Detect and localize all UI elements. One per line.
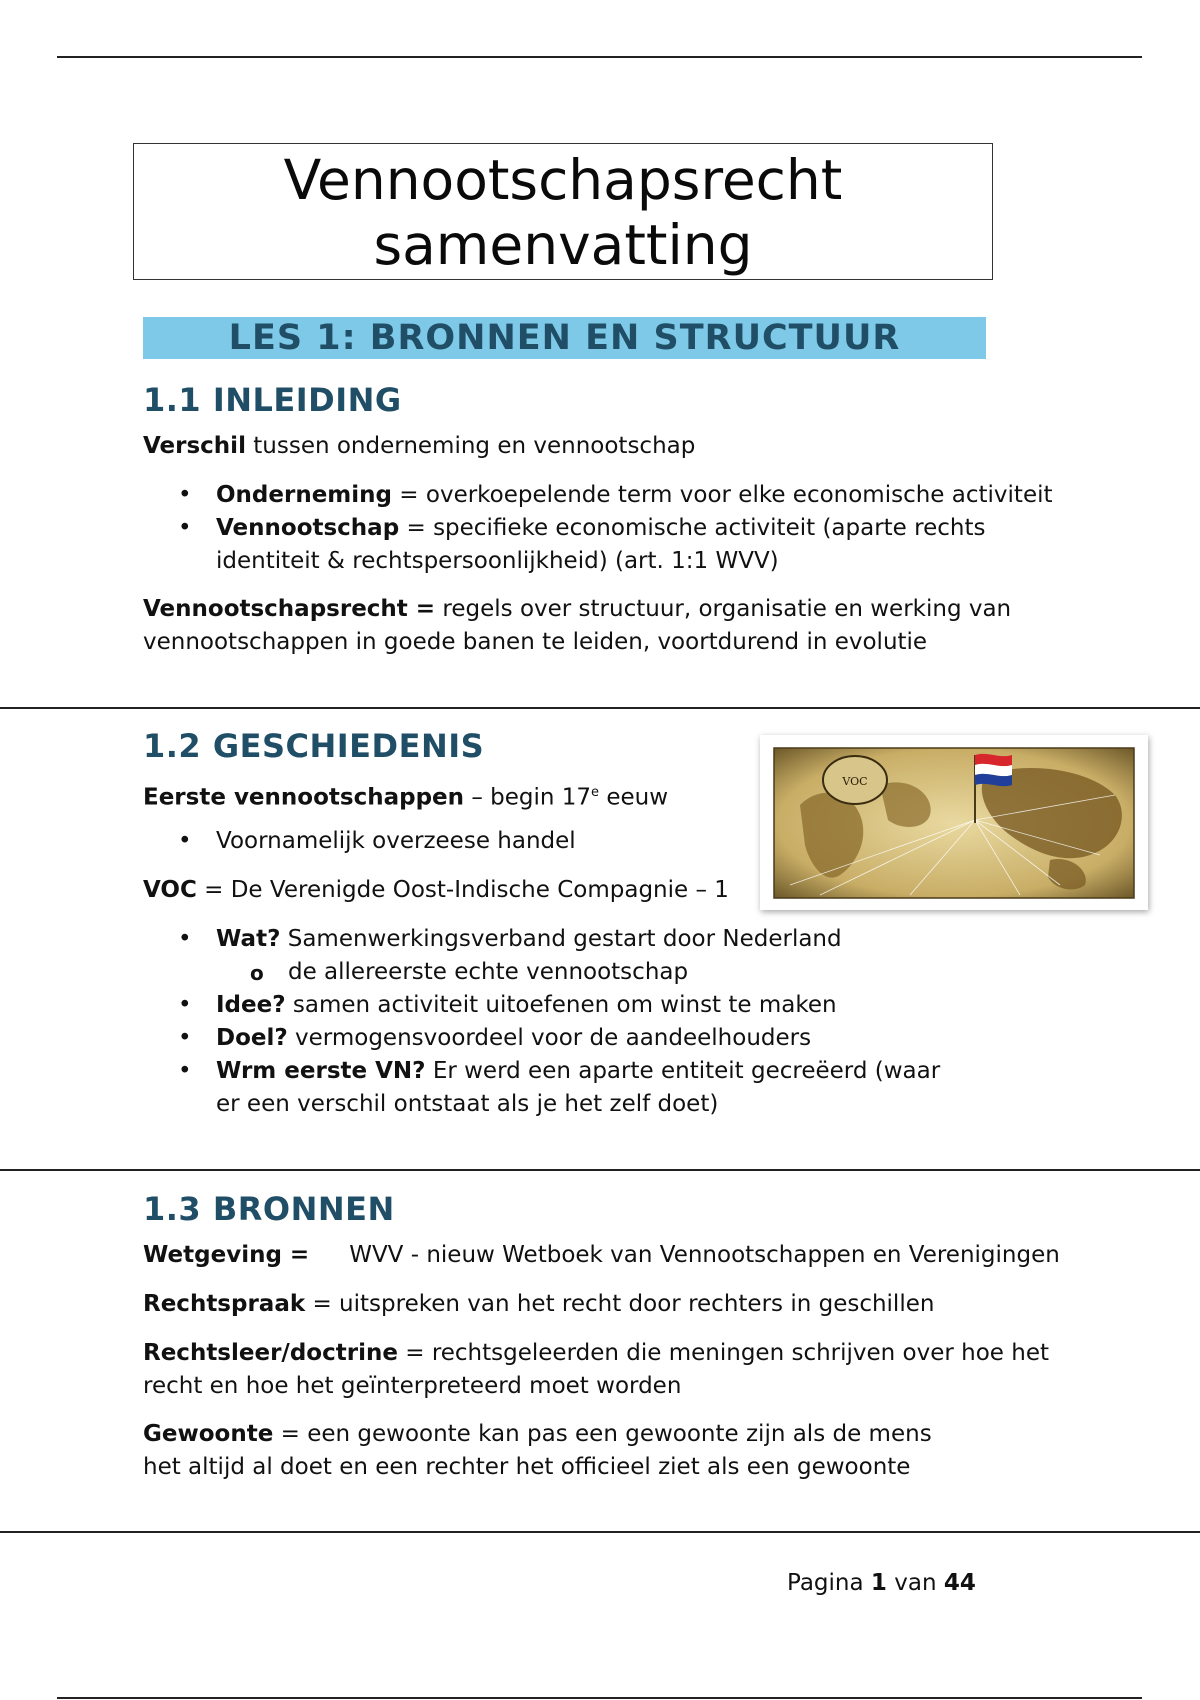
footer-total: 44 [943, 1570, 976, 1596]
bullet-icon: • [178, 482, 192, 508]
bron-text-line2: het altijd al doet en een rechter het officieel ziet als een gewoonte [143, 1454, 911, 1480]
intro-text: tussen onderneming en vennootschap [245, 433, 696, 459]
bullet-text: samen activiteit uitoefenen om winst te maken [285, 992, 837, 1018]
voc-map-image [760, 735, 1148, 910]
bullet-text: Voornamelijk overzeese handel [216, 828, 576, 854]
bron-wetgeving [143, 1239, 1060, 1272]
bron-bold: Gewoonte [143, 1421, 274, 1447]
bullet-bold: Wrm eerste VN? [216, 1058, 426, 1084]
section-heading-bronnen: 1.3 BRONNEN [143, 1190, 395, 1228]
section-heading-geschiedenis: 1.2 GESCHIEDENIS [143, 727, 485, 765]
bullet-text-line2: er een verschil ontstaat als je het zelf doet) [216, 1091, 719, 1117]
top-rule [57, 56, 1142, 58]
first-text: – begin 17 [464, 784, 592, 811]
definition-line2: vennootschappen in goede banen te leiden, voortdurend in evolutie [143, 629, 928, 655]
title-line-1: Vennootschapsrecht [283, 148, 843, 212]
title-line-2: samenvatting [373, 213, 753, 277]
voc-map-illustration [760, 735, 1148, 910]
bullet-text: = specifieke economische activiteit (aparte rechts [399, 515, 986, 541]
bullet-text: vermogensvoordeel voor de aandeelhouders [287, 1025, 812, 1051]
bron-bold: Wetgeving = [143, 1242, 310, 1268]
sub-bullet-text: de allereerste echte vennootschap [288, 959, 689, 985]
bullet-icon: • [178, 515, 192, 541]
bullet-icon: • [178, 1025, 192, 1051]
sub-bullet-icon: o [250, 961, 264, 985]
bron-text: WVV - nieuw Wetboek van Vennootschappen en Verenigingen [349, 1242, 1060, 1268]
voc-definition [143, 874, 729, 907]
bullet-text: Er werd een aparte entiteit gecreëerd (waar [425, 1058, 941, 1084]
bron-rechtsleer [143, 1337, 1049, 1403]
footer-prefix: Pagina [787, 1570, 871, 1596]
bron-text: = rechtsgeleerden die meningen schrijven over hoe het [397, 1340, 1050, 1366]
bullet-bold: Onderneming [216, 482, 392, 508]
section-divider [0, 707, 1200, 709]
bullet-text: Samenwerkingsverband gestart door Nederland [280, 926, 842, 952]
inleiding-intro [143, 430, 695, 463]
voc-text: = De Verenigde Oost-Indische Compagnie – 1 [196, 877, 729, 903]
definition-bold: Vennootschapsrecht = [143, 596, 436, 622]
page-footer [787, 1570, 976, 1596]
bullet-icon: • [178, 828, 192, 854]
bron-bold: Rechtsleer/doctrine [143, 1340, 398, 1366]
footer-middle: van [886, 1570, 944, 1596]
lesson-heading: LES 1: BRONNEN EN STRUCTUUR [143, 317, 986, 359]
section-divider [0, 1169, 1200, 1171]
section-divider [0, 1531, 1200, 1533]
bullet-text: = overkoepelende term voor elke economische activiteit [392, 482, 1053, 508]
section-heading-inleiding: 1.1 INLEIDING [143, 381, 402, 419]
bron-bold: Rechtspraak [143, 1291, 306, 1317]
bullet-bold: Doel? [216, 1025, 288, 1051]
bullet-icon: • [178, 1058, 192, 1084]
bullet-icon: • [178, 992, 192, 1018]
bron-gewoonte [143, 1418, 932, 1484]
intro-bold: Verschil [143, 433, 246, 459]
bron-rechtspraak [143, 1288, 934, 1321]
bullet-bold: Idee? [216, 992, 286, 1018]
bron-text: = uitspreken van het recht door rechters in geschillen [305, 1291, 935, 1317]
first-sup: e [591, 785, 600, 800]
bron-text: = een gewoonte kan pas een gewoonte zijn als de mens [273, 1421, 932, 1447]
eerste-vennootschappen [143, 776, 668, 815]
vennootschapsrecht-definition [143, 593, 1011, 659]
bullet-bold: Vennootschap [216, 515, 400, 541]
definition-text: regels over structuur, organisatie en werking van [435, 596, 1012, 622]
first-end: eeuw [599, 784, 669, 811]
bottom-rule [57, 1697, 1142, 1699]
footer-page: 1 [870, 1570, 887, 1596]
document-title-box [133, 143, 993, 280]
bullet-icon: • [178, 926, 192, 952]
map-cartouche-label: VOC [842, 775, 868, 788]
bullet-text-line2: identiteit & rechtspersoonlijkheid) (art. 1:1 WVV) [216, 548, 779, 574]
voc-bold: VOC [143, 877, 197, 903]
bullet-bold: Wat? [216, 926, 281, 952]
first-bold: Eerste vennootschappen [143, 784, 465, 811]
bron-text-line2: recht en hoe het geïnterpreteerd moet worden [143, 1373, 682, 1399]
